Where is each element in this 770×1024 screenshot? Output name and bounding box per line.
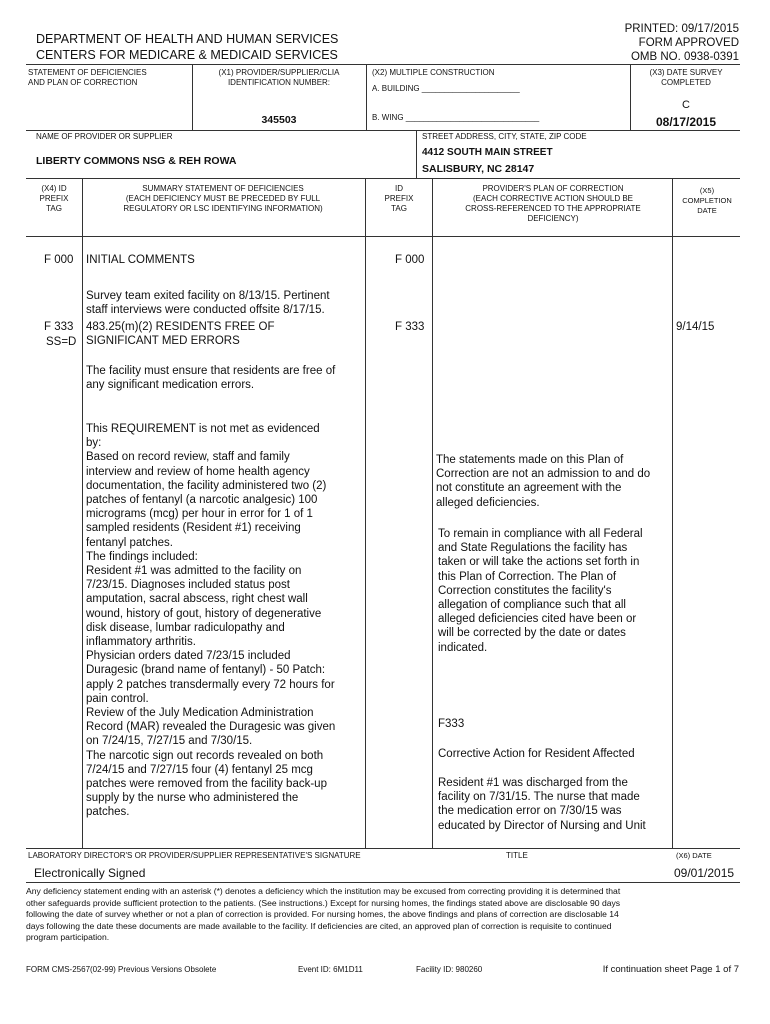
initial-comments-heading: INITIAL COMMENTS xyxy=(86,254,195,266)
requirement-text: This REQUIREMENT is not met as evidenced by: Based on record review, staff and family interview and review of home health agency documentation, the facility administered two (2) patches of fentanyl (a narcotic analgesic) 100 micrograms (mcg) per hour in error for 1 of 1 sampled residents (Resident #1) receiving fentanyl patches. The findings included: Resident #1 was admitted to the facility on 7/23/15. Diagnoses included status post amputation, sacral abscess, right chest wall wound, history of gout, history of degenerative disk disease, lumbar radiculopathy and inflammatory arthritis. Physician orders dated 7/23/15 included Duragesic (brand name of fentanyl) - 50 Patch: apply 2 patches transdermally every 72 hours for pain control. Review of the July Medication Administration Record (MAR) revealed the Duragesic was given on 7/24/15, 7/27/15 and 7/30/15. The narcotic sign out records revealed on both 7/24/15 and 7/27/15 four (4) fentanyl 25 mcg patches were removed from the facility back-up supply by the nurse who administered the patches. xyxy=(86,423,336,819)
signature-label: LABORATORY DIRECTOR'S OR PROVIDER/SUPPLIER REPRESENTATIVE'S SIGNATURE xyxy=(28,851,361,860)
id-f000: F 000 xyxy=(395,254,425,266)
x1-label: (X1) PROVIDER/SUPPLIER/CLIA IDENTIFICATION NUMBER: xyxy=(218,68,340,87)
plan-f333-heading: F333 xyxy=(438,718,465,730)
address-label: STREET ADDRESS, CITY, STATE, ZIP CODE xyxy=(422,132,587,141)
rule xyxy=(432,178,433,848)
event-id: Event ID: 6M1D11 xyxy=(298,965,363,974)
signature-value: Electronically Signed xyxy=(34,866,146,880)
rule xyxy=(26,882,740,883)
date-label: (X6) DATE xyxy=(676,851,712,860)
print-info xyxy=(625,22,739,64)
id-f333: F 333 xyxy=(395,321,425,333)
tag-f000: F 000 xyxy=(44,254,74,266)
agency-header xyxy=(36,31,338,63)
facility-id: Facility ID: 980260 xyxy=(416,965,483,974)
col-id-header: ID PREFIX TAG xyxy=(384,184,414,213)
address-line-1: 4412 SOUTH MAIN STREET xyxy=(422,147,553,158)
x3-c: C xyxy=(682,99,690,111)
rule xyxy=(630,64,631,130)
printed-date: PRINTED: 09/17/2015 xyxy=(624,23,739,35)
col-plan-header: PROVIDER'S PLAN OF CORRECTION (EACH CORRECTIVE ACTION SHOULD BE CROSS-REFERENCED TO THE APPROPRIATE DEFICIENCY) xyxy=(465,184,641,223)
plan-resident-text: Resident #1 was discharged from the facility on 7/31/15. The nurse that made the medication error on 7/30/15 was educated by Director of Nursing and Unit xyxy=(438,777,646,832)
disclaimer: Any deficiency statement ending with an asterisk (*) denotes a deficiency which the institution may be excused from correcting providing it is determined that other safeguards provide sufficient protection to the patients. (See instructions.) Except for nursing homes, the findings stated above are disclosable 90 days following the date of survey whether or not a plan of correction is provided. For nursing homes, the above findings and plans of correction are disclosable 14 days following the date these documents are made available to the facility. If deficiencies are cited, an approved plan of correction is requisite to continued program participation. xyxy=(26,886,621,943)
rule xyxy=(26,236,740,237)
rule xyxy=(26,64,740,65)
agency-line-2: CENTERS FOR MEDICARE & MEDICAID SERVICES xyxy=(36,48,338,62)
plan-statement: The statements made on this Plan of Correction are not an admission to and do not constitute an agreement with the alleged deficiencies. xyxy=(436,454,651,509)
rule xyxy=(82,178,83,848)
col-x4-header: (X4) ID PREFIX TAG xyxy=(39,184,69,213)
page-number: If continuation sheet Page 1 of 7 xyxy=(602,964,739,975)
rule xyxy=(416,130,417,178)
tag-severity: SS=D xyxy=(46,336,77,348)
rule xyxy=(26,178,740,179)
rule xyxy=(26,848,740,849)
survey-text: Survey team exited facility on 8/13/15. Pertinent staff interviews were conducted offsite 8/17/15. xyxy=(86,290,330,317)
signature-date: 09/01/2015 xyxy=(674,866,735,880)
statement-label: STATEMENT OF DEFICIENCIES AND PLAN OF CORRECTION xyxy=(28,68,147,87)
survey-date: 08/17/2015 xyxy=(655,115,717,129)
form-number: FORM CMS-2567(02-99) Previous Versions Obsolete xyxy=(26,965,217,974)
agency-line-1: DEPARTMENT OF HEALTH AND HUMAN SERVICES xyxy=(36,32,339,46)
x2-building: A. BUILDING ______________________ xyxy=(372,84,520,93)
rule xyxy=(366,64,367,130)
col-summary-header: SUMMARY STATEMENT OF DEFICIENCIES (EACH DEFICIENCY MUST BE PRECEDED BY FULL REGULATORY OR LSC IDENTIFYING INFORMATION) xyxy=(123,184,323,213)
omb-number: OMB NO. 0938-0391 xyxy=(630,51,739,63)
address-line-2: SALISBURY, NC 28147 xyxy=(422,163,535,175)
rule xyxy=(365,178,366,848)
f333-title: 483.25(m)(2) RESIDENTS FREE OF SIGNIFICANT MED ERRORS xyxy=(86,321,275,348)
x2-label: (X2) MULTIPLE CONSTRUCTION xyxy=(372,68,495,77)
completion-date: 9/14/15 xyxy=(676,321,715,333)
rule xyxy=(192,64,193,130)
plan-corrective-heading: Corrective Action for Resident Affected xyxy=(438,748,635,760)
form-approved: FORM APPROVED xyxy=(638,37,739,49)
plan-compliance: To remain in compliance with all Federal and State Regulations the facility has taken or will take the actions set forth in this Plan of Correction. The Plan of Correction constitutes the facility's allegation of compliance such that all alleged deficiencies cited have been or will be corrected by the date or dates indicated. xyxy=(438,528,643,654)
tag-f333: F 333 xyxy=(44,321,74,333)
title-label: TITLE xyxy=(506,851,528,860)
rule xyxy=(26,130,740,131)
provider-name: LIBERTY COMMONS NSG & REH ROWA xyxy=(36,155,237,167)
provider-id: 345503 xyxy=(261,114,297,126)
provider-label: NAME OF PROVIDER OR SUPPLIER xyxy=(36,132,173,141)
facility-text: The facility must ensure that residents are free of any significant medication errors. xyxy=(86,365,336,392)
col-x5-header: (X5) COMPLETION DATE xyxy=(682,186,732,215)
x2-wing: B. WING ______________________________ xyxy=(372,113,540,122)
x3-label: (X3) DATE SURVEY COMPLETED xyxy=(649,68,723,87)
rule xyxy=(672,178,673,848)
